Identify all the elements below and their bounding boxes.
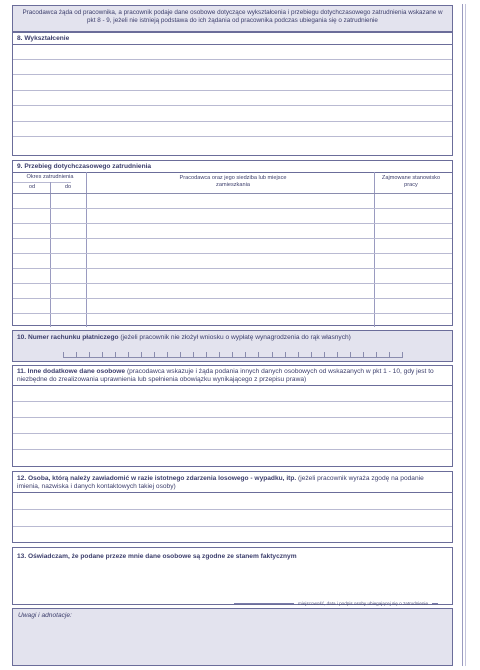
account-number-field[interactable] <box>63 352 403 358</box>
header-notice-text: Pracodawca żąda od pracownika, a pracownik podaje dane osobowe dotyczące wykształcenia i przebiegu dotychczasowego zatrudnienia wskazane w pkt 8 - 9, jeżeli nie istnieją podstawa do ich żądania od pracownika podczas ubiegania się o zatrudnienie <box>22 9 443 24</box>
section-employment-history <box>12 160 453 326</box>
col-header-to: do <box>64 184 72 190</box>
section-education <box>12 32 453 156</box>
section-additional-note: (pracodawca wskazuje i żąda podania innych danych osobowych od wskazanych w pkt 1 - 10, gdy jest to niezbędne do zrealizowania uprawnienia lub spełnienia obowiązku wynikającego z przepisu prawa) <box>17 368 434 383</box>
section-account-note: (jeżeli pracownik nie złożył wniosku o wypłatę wynagrodzenia do rąk własnych) <box>120 334 351 341</box>
col-header-from: od <box>28 184 36 190</box>
col-header-period: Okres zatrudnienia <box>26 174 74 180</box>
section-additional-title: 11. Inne dodatkowe dane osobowe <box>17 368 126 375</box>
section-education-title: 8. Wykształcenie <box>17 35 70 42</box>
section-declaration <box>12 547 453 605</box>
section-emergency-title: 12. Osoba, którą należy zawiadomić w razie istotnego zdarzenia losowego - wypadku, itp. <box>17 475 297 482</box>
section-emergency-contact <box>12 471 453 543</box>
page-edge <box>462 4 468 666</box>
remarks-title: Uwagi i adnotacje: <box>18 612 72 619</box>
col-header-position: Zajmowane stanowisko pracy <box>381 175 441 188</box>
section-account-title: 10. Numer rachunku płatniczego <box>17 334 119 341</box>
section-additional-data <box>12 365 453 467</box>
section-emergency-note: (jeżeli pracownik wyraża zgodę na podanie imienia, nazwiska i danych kontaktowych takiej osoby) <box>17 475 424 490</box>
section-remarks[interactable] <box>12 608 453 666</box>
section-employment-title: 9. Przebieg dotychczasowego zatrudnienia <box>17 163 152 170</box>
signature-line[interactable] <box>230 601 442 606</box>
section-bank-account <box>12 330 453 362</box>
form-header-notice <box>12 5 453 32</box>
signature-caption: miejscowość, data i podpis osoby ubiegającej się o zatrudnienie <box>298 601 428 606</box>
col-header-employer: Pracodawca oraz jego siedziba lub miejsce zamieszkania <box>179 175 287 188</box>
section-declaration-title: 13. Oświadczam, że podane przeze mnie dane osobowe są zgodne ze stanem faktycznym <box>17 553 297 560</box>
